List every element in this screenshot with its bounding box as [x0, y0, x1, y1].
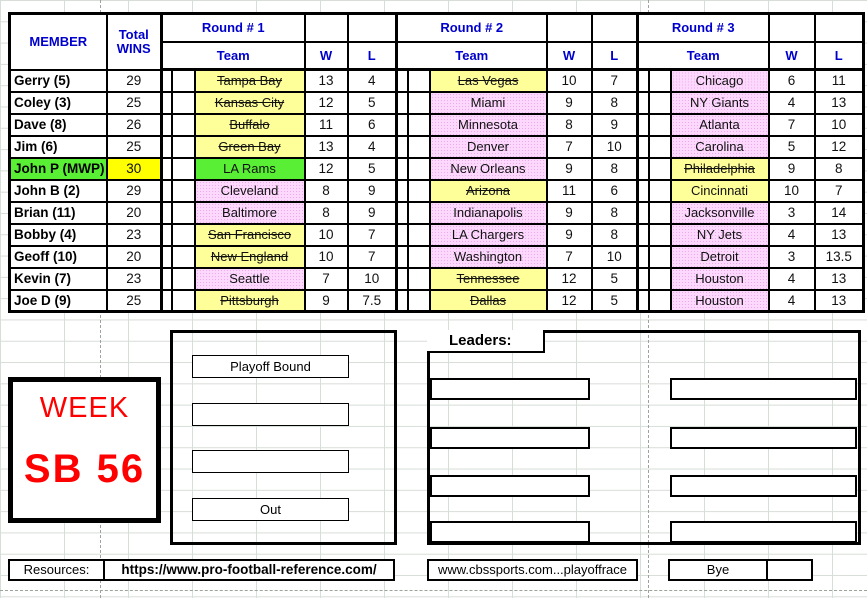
round3-wins-cell[interactable]: 4	[769, 92, 815, 114]
round2-losses-cell[interactable]: 8	[592, 224, 638, 246]
round3-wins-cell[interactable]: 7	[769, 114, 815, 136]
resources-url-link[interactable]: https://www.pro-football-reference.com/	[103, 559, 395, 581]
round1-losses-cell[interactable]: 5	[348, 92, 397, 114]
round3-team-cell[interactable]: Detroit	[671, 246, 769, 268]
round2-losses-cell[interactable]: 5	[592, 268, 638, 290]
round2-wins-cell[interactable]: 7	[547, 136, 592, 158]
member-name-cell[interactable]: Geoff (10)	[10, 246, 107, 268]
pick-checkbox-cell[interactable]	[172, 268, 195, 290]
round3-wins-cell[interactable]: 3	[769, 246, 815, 268]
pick-checkbox-cell[interactable]	[172, 70, 195, 92]
spacer-cell	[162, 158, 172, 180]
leader-slot[interactable]	[670, 427, 857, 449]
page-break-line	[0, 590, 867, 591]
round3-losses-cell[interactable]: 13	[815, 92, 864, 114]
round1-header: Round # 1	[162, 14, 305, 42]
round2-wins-cell[interactable]: 8	[547, 114, 592, 136]
pick-checkbox-cell[interactable]	[649, 114, 671, 136]
leaders-label: Leaders:	[427, 330, 545, 353]
leader-slot[interactable]	[670, 378, 857, 400]
pick-checkbox-cell[interactable]	[408, 114, 430, 136]
table-row	[10, 224, 864, 246]
round1-team-cell[interactable]: Seattle	[195, 268, 305, 290]
member-name-cell[interactable]: Dave (8)	[10, 114, 107, 136]
round3-team-cell[interactable]: Cincinnati	[671, 180, 769, 202]
spacer-cell	[397, 268, 408, 290]
spacer-cell	[162, 180, 172, 202]
total-wins-column-header	[107, 14, 162, 70]
member-name-cell[interactable]: Coley (3)	[10, 92, 107, 114]
round2-team-cell[interactable]: New Orleans	[430, 158, 547, 180]
round1-wins-cell[interactable]: 8	[305, 202, 348, 224]
leader-slot[interactable]	[670, 475, 857, 497]
round1-losses-cell[interactable]: 10	[348, 268, 397, 290]
spacer-cell	[397, 180, 408, 202]
total-wins-cell[interactable]: 29	[107, 180, 162, 202]
resources-label: Resources:	[8, 559, 105, 581]
spacer-cell	[638, 136, 649, 158]
legend-playoff-bound[interactable]: Playoff Bound	[192, 355, 349, 378]
table-row	[10, 180, 864, 202]
bye-label: Bye	[668, 559, 768, 581]
round3-header: Round # 3	[638, 14, 769, 42]
spacer-cell	[162, 202, 172, 224]
spacer-cell	[638, 180, 649, 202]
round2-team-cell[interactable]: Las Vegas	[430, 70, 547, 92]
pick-checkbox-cell[interactable]	[408, 92, 430, 114]
round3-losses-cell[interactable]: 11	[815, 70, 864, 92]
pick-checkbox-cell[interactable]	[408, 158, 430, 180]
blank-header-cell	[769, 14, 815, 42]
member-name-cell[interactable]: Brian (11)	[10, 202, 107, 224]
round1-team-cell[interactable]: Kansas City	[195, 92, 305, 114]
round3-wins-cell[interactable]: 4	[769, 224, 815, 246]
member-name-cell[interactable]: John B (2)	[10, 180, 107, 202]
legend-out[interactable]: Out	[192, 498, 349, 521]
member-name-cell[interactable]: Gerry (5)	[10, 70, 107, 92]
table-row	[10, 268, 864, 290]
legend-blank-slot[interactable]	[192, 450, 349, 473]
blank-header-cell	[592, 14, 638, 42]
week-value: SB 56	[23, 447, 146, 491]
pick-checkbox-cell[interactable]	[649, 92, 671, 114]
round1-losses-cell[interactable]: 4	[348, 136, 397, 158]
pick-checkbox-cell[interactable]	[649, 202, 671, 224]
round3-team-cell[interactable]: Carolina	[671, 136, 769, 158]
table-row	[10, 246, 864, 268]
spacer-cell	[162, 70, 172, 92]
round3-wins-cell[interactable]: 3	[769, 202, 815, 224]
member-name-cell[interactable]: Bobby (4)	[10, 224, 107, 246]
round1-wins-cell[interactable]: 8	[305, 180, 348, 202]
pick-checkbox-cell[interactable]	[172, 246, 195, 268]
round1-losses-cell[interactable]: 4	[348, 70, 397, 92]
pick-checkbox-cell[interactable]	[649, 158, 671, 180]
round3-team-cell[interactable]: Philadelphia	[671, 158, 769, 180]
week-box	[8, 377, 161, 523]
pick-checkbox-cell[interactable]	[408, 246, 430, 268]
round3-team-header: Team	[638, 42, 769, 70]
spacer-cell	[162, 246, 172, 268]
table-row	[10, 92, 864, 114]
pick-checkbox-cell[interactable]	[172, 180, 195, 202]
spacer-cell	[638, 158, 649, 180]
pick-checkbox-cell[interactable]	[408, 180, 430, 202]
spacer-cell	[397, 224, 408, 246]
total-wins-cell[interactable]: 23	[107, 224, 162, 246]
round1-wins-cell[interactable]: 12	[305, 158, 348, 180]
spacer-cell	[397, 202, 408, 224]
pick-checkbox-cell[interactable]	[408, 70, 430, 92]
round2-wins-cell[interactable]: 11	[547, 180, 592, 202]
round1-team-cell[interactable]: Tampa Bay	[195, 70, 305, 92]
round3-wins-cell[interactable]: 5	[769, 136, 815, 158]
blank-header-cell	[815, 14, 864, 42]
round1-wins-cell[interactable]: 12	[305, 92, 348, 114]
pick-checkbox-cell[interactable]	[172, 114, 195, 136]
round2-losses-cell[interactable]: 8	[592, 158, 638, 180]
spacer-cell	[638, 290, 649, 312]
round2-losses-cell[interactable]: 8	[592, 92, 638, 114]
spacer-cell	[638, 202, 649, 224]
round3-wins-cell[interactable]: 9	[769, 158, 815, 180]
round2-wins-cell[interactable]: 10	[547, 70, 592, 92]
spacer-cell	[162, 136, 172, 158]
round1-w-header: W	[305, 42, 348, 70]
pick-checkbox-cell[interactable]	[172, 224, 195, 246]
round1-wins-cell[interactable]: 7	[305, 268, 348, 290]
round2-wins-cell[interactable]: 9	[547, 202, 592, 224]
spacer-cell	[397, 246, 408, 268]
round3-losses-cell[interactable]: 14	[815, 202, 864, 224]
spacer-cell	[397, 92, 408, 114]
round1-wins-cell[interactable]: 13	[305, 70, 348, 92]
round2-losses-cell[interactable]: 7	[592, 70, 638, 92]
round3-losses-cell[interactable]: 10	[815, 114, 864, 136]
pick-checkbox-cell[interactable]	[172, 202, 195, 224]
round2-losses-cell[interactable]: 6	[592, 180, 638, 202]
total-wins-cell[interactable]: 29	[107, 70, 162, 92]
spacer-cell	[638, 268, 649, 290]
round1-wins-cell[interactable]: 13	[305, 136, 348, 158]
round2-w-header: W	[547, 42, 592, 70]
pick-checkbox-cell[interactable]	[408, 136, 430, 158]
round1-team-cell[interactable]: Cleveland	[195, 180, 305, 202]
spacer-cell	[397, 114, 408, 136]
round3-l-header: L	[815, 42, 864, 70]
pick-checkbox-cell[interactable]	[408, 290, 430, 312]
round2-losses-cell[interactable]: 10	[592, 246, 638, 268]
round1-team-cell[interactable]: LA Rams	[195, 158, 305, 180]
round1-wins-cell[interactable]: 10	[305, 224, 348, 246]
cbssports-link[interactable]: www.cbssports.com...playoffrace	[427, 559, 638, 581]
round3-losses-cell[interactable]: 13	[815, 268, 864, 290]
round1-l-header: L	[348, 42, 397, 70]
total-wins-cell[interactable]: 20	[107, 246, 162, 268]
leader-slot[interactable]	[670, 521, 857, 543]
pick-checkbox-cell[interactable]	[649, 70, 671, 92]
total-wins-cell[interactable]: 23	[107, 268, 162, 290]
round3-team-cell[interactable]: Atlanta	[671, 114, 769, 136]
pick-checkbox-cell[interactable]	[172, 136, 195, 158]
leader-slot[interactable]	[430, 521, 590, 543]
round3-team-cell[interactable]: NY Giants	[671, 92, 769, 114]
table-row	[10, 136, 864, 158]
member-name-cell[interactable]: Joe D (9)	[10, 290, 107, 312]
pick-checkbox-cell[interactable]	[649, 224, 671, 246]
total-wins-cell[interactable]: 30	[107, 158, 162, 180]
week-label: WEEK	[39, 392, 130, 424]
pick-checkbox-cell[interactable]	[649, 246, 671, 268]
blank-header-cell	[305, 14, 348, 42]
round3-wins-cell[interactable]: 4	[769, 268, 815, 290]
spacer-cell	[162, 224, 172, 246]
round2-team-cell[interactable]: Arizona	[430, 180, 547, 202]
pick-checkbox-cell[interactable]	[172, 158, 195, 180]
round1-losses-cell[interactable]: 5	[348, 158, 397, 180]
round1-wins-cell[interactable]: 11	[305, 114, 348, 136]
round1-team-cell[interactable]: Pittsburgh	[195, 290, 305, 312]
spacer-cell	[638, 92, 649, 114]
round3-team-cell[interactable]: NY Jets	[671, 224, 769, 246]
round3-losses-cell[interactable]: 8	[815, 158, 864, 180]
total-wins-cell[interactable]: 25	[107, 136, 162, 158]
spacer-cell	[162, 290, 172, 312]
round3-losses-cell[interactable]: 13	[815, 224, 864, 246]
round2-losses-cell[interactable]: 5	[592, 290, 638, 312]
round1-team-cell[interactable]: Buffalo	[195, 114, 305, 136]
leader-slot[interactable]	[430, 427, 590, 449]
pick-checkbox-cell[interactable]	[408, 224, 430, 246]
legend-blank-slot[interactable]	[192, 403, 349, 426]
member-column-header: MEMBER	[10, 14, 107, 70]
round2-wins-cell[interactable]: 7	[547, 246, 592, 268]
round3-losses-cell[interactable]: 7	[815, 180, 864, 202]
table-row	[10, 158, 864, 180]
round1-wins-cell[interactable]: 10	[305, 246, 348, 268]
spacer-cell	[162, 92, 172, 114]
round2-team-cell[interactable]: Minnesota	[430, 114, 547, 136]
spacer-cell	[638, 70, 649, 92]
table-row	[10, 70, 864, 92]
spacer-cell	[397, 136, 408, 158]
pick-checkbox-cell[interactable]	[649, 268, 671, 290]
round1-losses-cell[interactable]: 7	[348, 224, 397, 246]
spacer-cell	[638, 114, 649, 136]
round3-wins-cell[interactable]: 10	[769, 180, 815, 202]
table-row	[10, 290, 864, 312]
round3-losses-cell[interactable]: 13	[815, 290, 864, 312]
pick-checkbox-cell[interactable]	[172, 92, 195, 114]
round2-losses-cell[interactable]: 8	[592, 202, 638, 224]
pick-checkbox-cell[interactable]	[408, 202, 430, 224]
spacer-cell	[397, 70, 408, 92]
spacer-cell	[162, 268, 172, 290]
round1-losses-cell[interactable]: 9	[348, 180, 397, 202]
pick-checkbox-cell[interactable]	[649, 180, 671, 202]
blank-header-cell	[348, 14, 397, 42]
table-row	[10, 202, 864, 224]
spacer-cell	[638, 246, 649, 268]
round1-team-cell[interactable]: Baltimore	[195, 202, 305, 224]
round2-wins-cell[interactable]: 12	[547, 268, 592, 290]
spacer-cell	[638, 224, 649, 246]
round2-team-cell[interactable]: Tennessee	[430, 268, 547, 290]
member-name-cell[interactable]: Kevin (7)	[10, 268, 107, 290]
table-row	[10, 114, 864, 136]
round1-losses-cell[interactable]: 7.5	[348, 290, 397, 312]
round3-team-cell[interactable]: Jacksonville	[671, 202, 769, 224]
leader-slot[interactable]	[430, 378, 590, 400]
round3-losses-cell[interactable]: 13.5	[815, 246, 864, 268]
total-wins-line2: WINS	[116, 40, 151, 56]
round2-team-cell[interactable]: Washington	[430, 246, 547, 268]
round3-wins-cell[interactable]: 6	[769, 70, 815, 92]
round2-losses-cell[interactable]: 10	[592, 136, 638, 158]
round1-losses-cell[interactable]: 9	[348, 202, 397, 224]
spacer-cell	[397, 290, 408, 312]
round3-team-cell[interactable]: Houston	[671, 268, 769, 290]
round2-wins-cell[interactable]: 9	[547, 224, 592, 246]
round1-team-header: Team	[162, 42, 305, 70]
total-wins-cell[interactable]: 20	[107, 202, 162, 224]
pick-checkbox-cell[interactable]	[172, 290, 195, 312]
round2-header: Round # 2	[397, 14, 547, 42]
round2-team-cell[interactable]: Denver	[430, 136, 547, 158]
round3-w-header: W	[769, 42, 815, 70]
pick-checkbox-cell[interactable]	[649, 290, 671, 312]
round2-team-cell[interactable]: Dallas	[430, 290, 547, 312]
spacer-cell	[162, 114, 172, 136]
round2-wins-cell[interactable]: 9	[547, 92, 592, 114]
round2-wins-cell[interactable]: 9	[547, 158, 592, 180]
round2-team-header: Team	[397, 42, 547, 70]
member-name-cell[interactable]: Jim (6)	[10, 136, 107, 158]
round3-losses-cell[interactable]: 12	[815, 136, 864, 158]
round1-team-cell[interactable]: New England	[195, 246, 305, 268]
pick-checkbox-cell[interactable]	[649, 136, 671, 158]
round1-wins-cell[interactable]: 9	[305, 290, 348, 312]
round1-team-cell[interactable]: Green Bay	[195, 136, 305, 158]
total-wins-cell[interactable]: 26	[107, 114, 162, 136]
pool-table-body	[10, 70, 864, 312]
leader-slot[interactable]	[430, 475, 590, 497]
round2-l-header: L	[592, 42, 638, 70]
total-wins-line1: Total	[118, 26, 149, 42]
round1-losses-cell[interactable]: 6	[348, 114, 397, 136]
round2-wins-cell[interactable]: 12	[547, 290, 592, 312]
bye-color-swatch[interactable]	[766, 559, 813, 581]
round1-losses-cell[interactable]: 7	[348, 246, 397, 268]
total-wins-cell[interactable]: 25	[107, 92, 162, 114]
round2-team-cell[interactable]: Miami	[430, 92, 547, 114]
round3-team-cell[interactable]: Chicago	[671, 70, 769, 92]
round2-losses-cell[interactable]: 9	[592, 114, 638, 136]
round1-team-cell[interactable]: San Francisco	[195, 224, 305, 246]
round2-team-cell[interactable]: LA Chargers	[430, 224, 547, 246]
round2-team-cell[interactable]: Indianapolis	[430, 202, 547, 224]
table-header	[10, 14, 864, 70]
pick-checkbox-cell[interactable]	[408, 268, 430, 290]
spacer-cell	[397, 158, 408, 180]
standings-table	[8, 12, 865, 313]
member-name-cell[interactable]: John P (MWP)	[10, 158, 107, 180]
round3-team-cell[interactable]: Houston	[671, 290, 769, 312]
blank-header-cell	[547, 14, 592, 42]
total-wins-cell[interactable]: 25	[107, 290, 162, 312]
round3-wins-cell[interactable]: 4	[769, 290, 815, 312]
